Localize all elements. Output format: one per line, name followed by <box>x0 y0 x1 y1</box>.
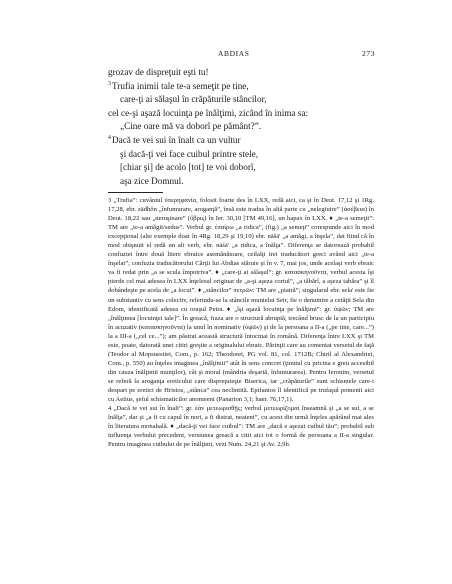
verse-line <box>108 120 388 134</box>
verse-text: [chiar şi] de acolo [tot] te voi doborî, <box>120 162 256 173</box>
verse-text: grozav de dispreţuit eşti tu! <box>108 67 209 77</box>
verse-line <box>108 80 388 94</box>
footnote-rule <box>108 192 163 193</box>
verse-line <box>108 134 388 148</box>
verse-line <box>108 107 388 121</box>
verse-text: care-ţi ai sălaşul în crăpăturile stâncilor, <box>120 94 267 105</box>
verse-text: aşa zice Domnul. <box>120 175 184 186</box>
verse-line <box>108 175 388 189</box>
verse-text: şi dacă-ţi vei face cuibul printre stele, <box>120 148 259 159</box>
page-number: 273 <box>362 49 376 58</box>
running-title: ABDIAS <box>218 49 250 58</box>
verse-line <box>108 148 388 162</box>
footnotes <box>108 196 374 449</box>
footnote-4: 4 „Dacă te vei sui în înalt”: gr. ἐὰν μετεωρισθῇς; verbul μετεωρίζομαι înseamnă şi „a se sui, a se înălţa”, dar şi „a fi cu capul în nori, a fi distrat, neatent”, cu acest din urmă înţeles apărând mai ales în literatura monahală. ♦ „dacă-ţi vei face cuibul”: TM are „dacă e aşezat cuibul tău”; probabil sub influenţa verbului precedent, versiunea greacă a citit aici tot o formă de persoana a II-a singular. Pentru imaginea cuibului de pe înălţimi, vezi Num. 24,21 şi Av. 2,9b. <box>108 405 374 449</box>
verse-number: 3 <box>108 80 111 87</box>
verse-text: „Cine oare mă va doborî pe pământ?”. <box>120 121 262 132</box>
footnote-3: 3 „Trufia”: cuvântul ὑπερηφανία, folosit foarte des în LXX, redă aici, ca şi în Deut. 17,12 şi 1Rg. 17,28, ebr. zādhôn „înfumurare, aroganţă”, însă este tradus în altă parte cu „nelegiuire” (ἀσέβεια) în Deut. 18,22 sau „neruşinare” (ὕβρις) în Ier. 30,10 [TM 49,16], un hapax în LXX. ♦ „te-a semeţit”: TM are „te-a amăgit/sedus”. Verbul gr. ἐπαίρω „a ridica”, (fig.) „a semeţi” corespunde aici în mod excepţional (alte exemple doar în 4Rg. 18,29 şi 19,10) ebr. nāšā' „a amăgi, a înşela”, dat fiind că în mod obişnuit el redă un alt verb, ebr. nāśā' „a ridica, a înălţa”. Diferenţa se datorează probabil confuziei între două litere ebraice asemănătoare, ceilalţi trei traducători greci având aici „te-a înşelat”; confuzia traducătorului Cărţii lui Abdias stăruie şi în v. 7, mai jos, unde acelaşi verb ebraic va fi redat prin „a se scula împotriva”. ♦ „care-ţi ai sălaşul”: gr. κατασκηνοῦντα, verbul acesta îşi pierde cel mai adesea în LXX înţelesul originar de „a-şi aşeza cortul”, „a tăbărî, a aşeza tabăra” şi îl dobândeşte pe acela de „a locui”. ♦ „stâncilor” πετρῶν: TM are „piatră”; singularul ebr. sela' este fie un substantiv cu sens colectiv, referindu-se la stâncile muntelui Seir, fie o denumire a cetăţii Sela din Edom, identificată adesea cu oraşul Petra. ♦ „îşi aşază locuinţa pe înălţimi”: gr. ὑψῶν; TM are „înălţimea [locuinţei tale]”. În greacă, fraza are o structură abruptă, trecând brusc de la un participiu în acuzativ (κατασκηνοῦντα) la unul în nominativ (ὑψῶν) şi de la persoana a II-a („pe tine, care...”) la a III-a („cel ce...”); am păstrat această structură întocmai în română. Diferenţa între LXX şi TM este, poate, datorată unei citiri greşite a originalului ebraic. Părinţii care au comentat versetul de faţă (Teodor al Mopsuestiei, Com., p. 162; Theodoret, PG vol. 81, col. 1712B; Chiril al Alexandriei, Com., p. 550) au înţeles imaginea „înălţimii” atât în sens concret (ţinutul cu pricina e greu accesibil din cauza înălţimii munţilor), cât şi moral (mândria deşartă, înfumurarea). Pentru Ieronim, versetul se referă la aroganţa ereticului care dispreţuieşte Biserica, iar „crăpăturile” sunt schismele care-i despart pe eretici de Hristos, „stânca” cea neclintită. Epifanios îl identifică pe trufaşul pomenit aici cu Aetius, şeful schismaticilor anomeeni (Panarion 3,1; haer. 76,17,1). <box>108 197 374 404</box>
verse-block <box>108 66 388 188</box>
verse-line <box>108 66 388 80</box>
verse-text: Trufia inimii tale te-a semeţit pe tine, <box>112 80 249 91</box>
verse-number: 4 <box>108 134 111 141</box>
verse-line <box>108 93 388 107</box>
verse-line <box>108 161 388 175</box>
verse-text: cel ce-şi aşază locuinţa pe înălţimi, zicând în inima sa: <box>108 107 309 118</box>
verse-text: Dacă te vei sui în înalt ca un vultur <box>112 134 241 145</box>
